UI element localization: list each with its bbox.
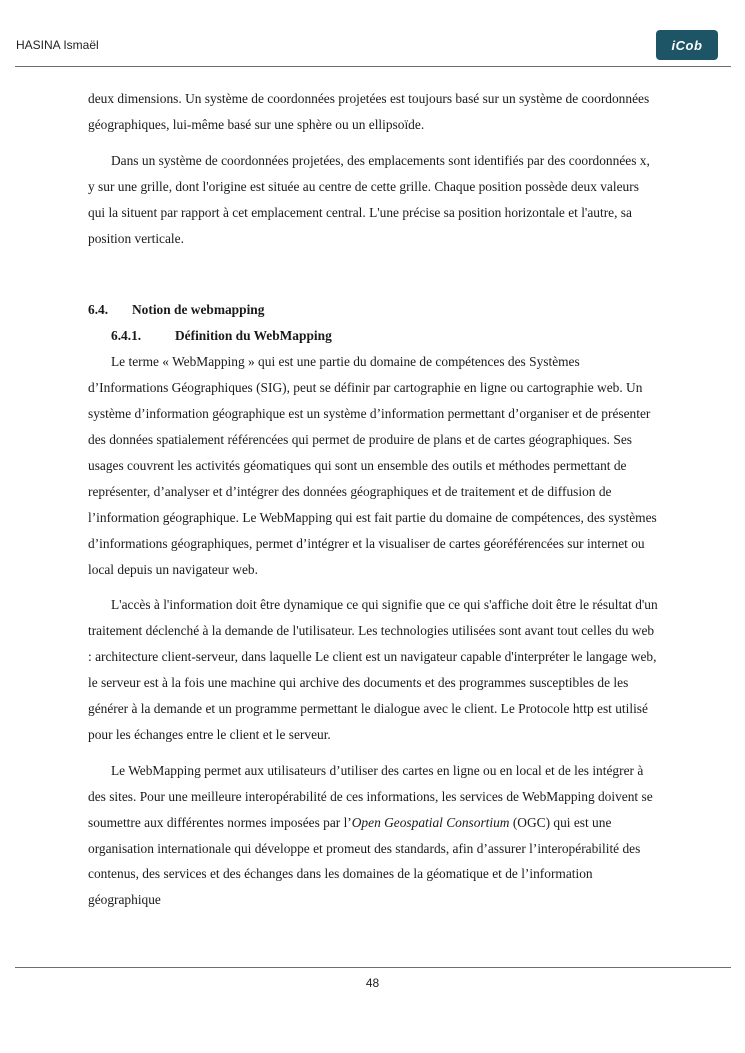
- institution-logo: [656, 30, 718, 60]
- page-number: 48: [365, 976, 380, 990]
- page-body: [88, 86, 658, 913]
- ogc-name: Open Geospatial Consortium: [351, 814, 510, 830]
- header-divider: [15, 66, 731, 67]
- paragraph-projected-coordinates: Dans un système de coordonnées projetées, des emplacements sont identifiés par des coordonnées x, y sur une grille, dont l'origine est située au centre de cette grille. Chaque position possède deux valeurs qui la situent par rapport à cet emplacement central. L'une précise sa position horizontale et l'autre, sa position verticale.: [88, 152, 650, 246]
- footer-divider: [15, 967, 731, 968]
- subsection-title: Définition du WebMapping: [175, 328, 332, 344]
- paragraph-information-access: L'accès à l'information doit être dynamique ce qui signifie que ce qui s'affiche doit être le résultat d'un traitement déclenché à la demande de l'utilisateur. Les technologies utilisées sont avant tout celles du web : architecture client-serveur, dans laquelle Le client est un navigateur capable d'interpréter le langage web, le serveur est à la fois une machine qui archive des documents et des programmes susceptibles de les générer à la demande et un programme permettant le dialogue avec le client. Le Protocole http est utilisé pour les échanges entre le client et le serveur.: [88, 597, 658, 742]
- header-author: HASINA Ismaël: [16, 38, 99, 52]
- paragraph-ogc-standards: [88, 758, 658, 913]
- ogc-text-before: Le WebMapping permet aux utilisateurs d’utiliser des cartes en ligne ou en local et de les intégrer à des sites. Pour une meilleure interopérabilité de ces informations, les services de WebMapping doivent se soumettre aux différentes normes imposées par l’: [88, 762, 653, 830]
- section-title: Notion de webmapping: [132, 302, 265, 318]
- paragraph-webmapping-definition: Le terme « WebMapping » qui est une partie du domaine de compétences des Systèmes d’Informations Géographiques (SIG), peut se définir par cartographie en ligne ou cartographie web. Un système d’information géographique est un système d’information permettant d’organiser et de présenter des données spatialement référencées qui permet de produire de plans et de cartes géographiques. Ses usages couvrent les activités géomatiques qui sont un ensemble des outils et méthodes permettant de représenter, d’analyser et d’intégrer des données géographiques et de traitement et de diffusion de l’information géographique. Le WebMapping qui est fait partie du domaine de compétences, des systèmes d’informations géographiques, permet d’intégrer et la visualiser de cartes géoréférencées sur internet ou local depuis un navigateur web.: [88, 354, 657, 577]
- section-heading: [88, 297, 658, 323]
- subsection-number: 6.4.1.: [111, 328, 142, 344]
- ogc-text-after: (OGC) qui est une organisation internationale qui développe et promeut des standards, afin d’assurer l’interopérabilité des contenus, des services et des échanges dans les domaines de la géomatique et de l’information géographique: [88, 814, 641, 908]
- paragraph-continuation: deux dimensions. Un système de coordonnées projetées est toujours basé sur un système de coordonnées géographiques, lui-même basé sur une sphère ou un ellipsoïde.: [88, 91, 650, 132]
- logo-icon: iCob: [671, 37, 703, 53]
- section-number: 6.4.: [88, 302, 109, 318]
- subsection-heading: [88, 323, 658, 349]
